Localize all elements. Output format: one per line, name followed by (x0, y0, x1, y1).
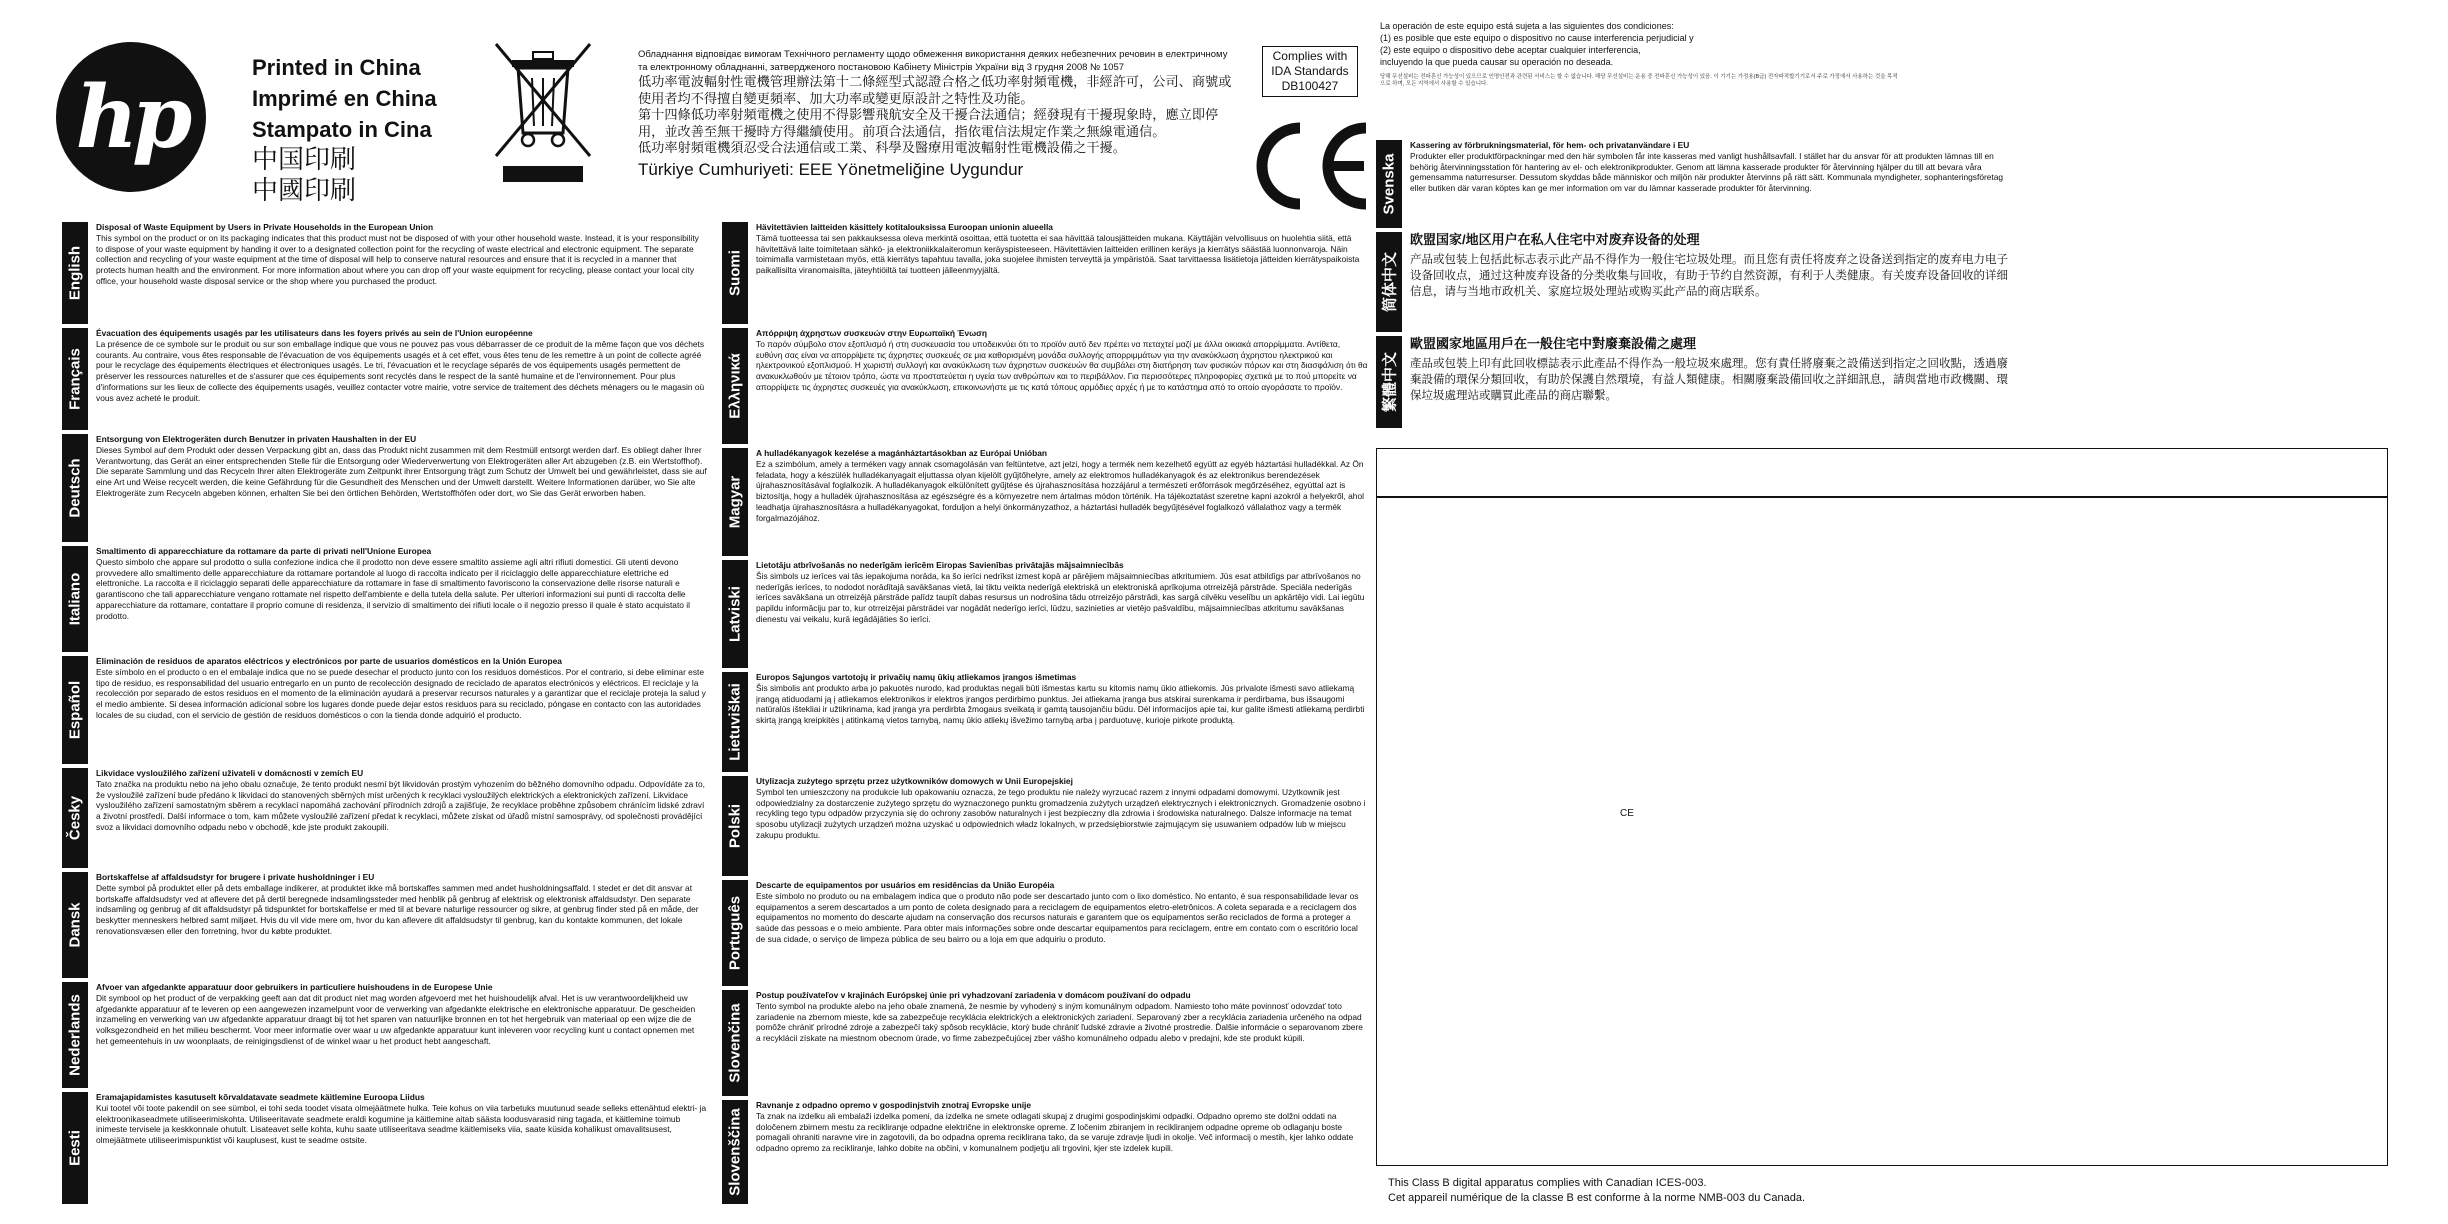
ida-line-2: IDA Standards (1271, 64, 1349, 78)
printed-in-block (252, 52, 437, 207)
language-band-latviski (722, 560, 748, 668)
mexico-statement-line: incluyendo la que pueda causar su operación no deseada. (1380, 57, 1614, 67)
language-band-magyar (722, 448, 748, 556)
weee-section (96, 768, 708, 868)
weee-section (96, 222, 708, 324)
section-title: Entsorgung von Elektrogeräten durch Benutzer in privaten Haushalten in der EU (96, 434, 417, 444)
language-label: Latviski (726, 586, 744, 642)
language-label: Slovenščina (726, 1108, 744, 1196)
language-band-suomi (722, 222, 748, 324)
section-title: Smaltimento di apparecchiature da rottamare da parte di privati nell'Unione Europea (96, 546, 432, 556)
language-label: Português (726, 895, 744, 971)
taiwan-ncc-statement-3: 低功率射頻電機須忍受合法通信或工業、科學及醫療用電波輻射性電機設備之干擾。 (638, 140, 1126, 155)
section-title: Postup používateľov v krajinách Európskej únie pri vyhadzovaní zariadenia v domácom používaní do odpadu (756, 990, 1191, 1000)
weee-section (756, 448, 1368, 556)
hp-logo-text: hp (75, 66, 187, 168)
canada-ices-statement (1388, 1176, 1805, 1206)
language-band-eesti (62, 1092, 88, 1204)
weee-section (96, 546, 708, 652)
language-label: Polski (726, 803, 744, 849)
language-label: 简体中文 (1381, 251, 1399, 313)
section-title: Likvidace vysloužilého zařízení uživateli v domácnosti v zemích EU (96, 768, 364, 778)
section-title: Hävitettävien laitteiden käsittely kotitalouksissa Euroopan unionin alueella (756, 222, 1053, 232)
language-band-italiano (62, 546, 88, 652)
section-body: Tämä tuotteessa tai sen pakkauksessa oleva merkintä osoittaa, että tuotetta ei saa hävittää talousjätteiden mukana. Käyttäjän velvollisuus on huolehtia siitä, että hävitettävä laite toimitetaan sähkö- ja elektroniikkalaiteromun keräyspisteeseen. Hävitettävien laitteiden erillinen keräys ja kierrätys säästää luonnonvaroja. Näin toimimalla varmistetaan myös, että kierrätys tapahtuu tavalla, joka suojelee ihmisten terveyttä ja ympäristöä. Saat tarvittaessa lisätietoja jätteiden kierrätyspaikoista paikallisilta viranomaisilta, jäteyhtiöiltä tai tuotteen jälleenmyyjältä. (756, 232, 1360, 276)
language-label: Nederlands (66, 994, 84, 1076)
language-band-español (62, 656, 88, 764)
printed-in-line: 中国印刷 (252, 145, 357, 175)
section-title: Descarte de equipamentos por usuários em residências da União Européia (756, 880, 1055, 890)
weee-section (96, 872, 708, 978)
language-label: Ελληνικά (726, 353, 744, 419)
section-body: Questo simbolo che appare sul prodotto o sulla confezione indica che il prodotto non deve essere smaltito assieme agli altri rifiuti domestici. Gli utenti devono provvedere allo smaltimento delle apparecchiature da rottamare portandole al luogo di raccolta indicato per il riciclaggio delle apparecchiature elettriche ed elettroniche. La raccolta e il riciclaggio separati delle apparecchiature da rottamare in fase di smaltimento favoriscono la conservazione delle risorse naturali e garantiscono che tali apparecchiature vengano rottamate nel rispetto dell'ambiente e della tutela della salute. Per ulteriori informazioni sui punti di raccolta delle apparecchiature da rottamare, contattare il proprio comune di residenza, il servizio di smaltimento dei rifiuti locale o il negozio presso il quale è stato acquistato il prodotto. (96, 556, 690, 621)
mexico-statement-line: (2) este equipo o dispositivo debe aceptar cualquier interferencia, (1380, 45, 1641, 55)
section-title: Eliminación de residuos de aparatos eléctricos y electrónicos por parte de usuarios domésticos en la Unión Europea (96, 656, 562, 666)
section-body: Produkter eller produktförpackningar med den här symbolen får inte kasseras med vanligt hushållsavfall. I stället har du ansvar för att produkten lämnas till en behörig återvinningsstation för hantering av el- och elektronikprodukter. Genom att lämna kasserade produkter för återvinning hjälper du till att bevara våra gemensamma naturresurser. Dessutom skyddas både människor och miljön när produkter återvinns på rätt sätt. Kommunala myndigheter, sophanteringsföretag eller butiken där varan köptes kan ge mer information om var du lämnar kasserade produkter för återvinning. (1410, 150, 2004, 194)
language-label: Eesti (66, 1130, 84, 1166)
section-body: 产品或包装上包括此标志表示此产品不得作为一般住宅垃圾处理。而且您有责任将废弃之设备送到指定的废弃电力电子设备回收点，通过这种废弃设备的分类收集与回收，有助于节约自然资源，有利于人类健康。有关废弃设备回收的详细信息，请与当地市政机关、家庭垃圾处理站或购买此产品的商店联系。 (1410, 254, 2008, 298)
section-title: A hulladékanyagok kezelése a magánháztartásokban az Európai Unióban (756, 448, 1048, 458)
language-label: Deutsch (66, 458, 84, 518)
section-title: 欧盟国家/地区用户在私人住宅中对废弃设备的处理 (1410, 232, 1700, 247)
weee-section (96, 1092, 708, 1204)
section-title: Évacuation des équipements usagés par les utilisateurs dans les foyers privés au sein de l'Union européenne (96, 328, 533, 338)
ida-line-1: Complies with (1272, 49, 1348, 63)
weee-section (1410, 140, 2010, 228)
mexico-statement (1380, 20, 1900, 68)
language-label: Español (66, 680, 84, 740)
language-band-dansk (62, 872, 88, 978)
hp-logo (56, 42, 206, 192)
language-label: Česky (66, 795, 84, 841)
printed-in-line: 中國印刷 (252, 176, 357, 206)
language-label: Slovenčina (726, 1003, 744, 1083)
weee-section (756, 560, 1368, 668)
language-label: Français (66, 348, 84, 410)
ce-small-mark: CE (1620, 808, 1634, 819)
weee-section (756, 1100, 1368, 1204)
section-title: Ravnanje z odpadno opremo v gospodinjstvih znotraj Evropske unije (756, 1100, 1032, 1110)
mexico-statement-line: La operación de este equipo está sujeta a las siguientes dos condiciones: (1380, 21, 1674, 31)
section-title: Kassering av förbrukningsmaterial, för hem- och privatanvändare i EU (1410, 140, 1690, 150)
section-body: Το παρόν σύμβολο στον εξοπλισμό ή στη συσκευασία του υποδεικνύει ότι το προϊόν αυτό δεν πρέπει να πεταχτεί μαζί με άλλα οικιακά απορρίμματα. Αντίθετα, ευθύνη σας είναι να απορρίψετε τις άχρηστες συσκευές σε μια καθορισμένη μονάδα συλλογής απορριμμάτων για την ανακύκλωση άχρηστου ηλεκτρικού και ηλεκτρονικού εξοπλισμού. Η χωριστή συλλογή και ανακύκλωση των άχρηστων συσκευών θα συμβάλει στη διατήρηση των φυσικών πόρων και στη διασφάλιση ότι θα ανακυκλωθούν με τέτοιον τρόπο, ώστε να προστατεύεται η υγεία των ανθρώπων και το περιβάλλον. Για περισσότερες πληροφορίες σχετικά με το πού μπορείτε να απορρίψετε τις άχρηστες συσκευές για ανακύκλωση, επικοινωνήστε με τις κατά τόπους αρμόδιες αρχές ή με το κατάστημα από το οποίο αγοράσατε το προϊόν. (756, 338, 1368, 392)
weee-section (756, 880, 1368, 986)
language-band-deutsch (62, 434, 88, 542)
language-band-nederlands (62, 982, 88, 1088)
language-band-svenska (1376, 140, 1402, 228)
language-label: Italiano (66, 572, 84, 626)
section-body: Dieses Symbol auf dem Produkt oder dessen Verpackung gibt an, dass das Produkt nicht zusammen mit dem Restmüll entsorgt werden darf. Es obliegt daher Ihrer Verantwortung, das Gerät an einer entsprechenden Stelle für die Entsorgung oder Wiederverwertung von Elektrogeräten aller Art abzugeben (z.B. ein Wertstoffhof). Die separate Sammlung und das Recyceln Ihrer alten Elektrogeräte zum Zeitpunkt ihrer Entsorgung trägt zum Schutz der Umwelt bei und gewährleistet, dass sie auf eine Art und Weise recycelt werden, die keine Gefährdung für die Gesundheit des Menschen und der Umwelt darstellt. Weitere Informationen darüber, wo Sie alte Elektrogeräte zum Recyceln abgeben können, erhalten Sie bei den örtlichen Behörden, Wertstoffhöfen oder dort, wo Sie das Gerät erworben haben. (96, 444, 707, 498)
ukraine-rohs-statement: Обладнання відповідає вимогам Технічного регламенту щодо обмеження використання деяких небезпечних речовин в електричному та електронному обладнанні, затвердженого постановою Кабінету Міністрів України від 3 грудня 2008 № 1057 (638, 49, 1228, 73)
ida-line-3: DB100427 (1281, 79, 1339, 93)
printed-in-line: Stampato in Cina (252, 117, 432, 142)
section-body: Šis simbols uz ierīces vai tās iepakojuma norāda, ka šo ierīci nedrīkst izmest kopā ar pārējiem mājsaimniecības atkritumiem. Jūs esat atbildīgs par atbrīvošanos no nederīgās ierīces, to nododot norādītajā savākšanas vietā, lai tiktu veikta nederīgā elektriskā un elektroniskā aprīkojuma otrreizējā pārstrāde. Speciāla nederīgās ierīces savākšana un otrreizējā pārstrāde palīdz taupīt dabas resursus un nodrošina tādu otrreizējo pārstrādi, kas sargā cilvēku veselību un apkārtējo vidi. Lai iegūtu papildu informāciju par to, kur otrreizējai pārstrādei var nogādāt nederīgo ierīci, lūdzu, sazinieties ar vietējo pašvaldību, mājsaimniecības atkritumu savākšanas dienestu vai veikalu, kurā iegādājāties šo ierīci. (756, 570, 1365, 624)
canada-ices-en: This Class B digital apparatus complies with Canadian ICES-003. (1388, 1177, 1707, 1189)
section-title: Europos Sąjungos vartotojų ir privačių namų ūkių atliekamos įrangos išmetimas (756, 672, 1077, 682)
weee-section (96, 434, 708, 542)
blank-box-top (1376, 448, 2388, 498)
section-body: Šis simbolis ant produkto arba jo pakuotės nurodo, kad produktas negali būti išmestas kartu su kitomis namų ūkio atliekomis. Jūs privalote išmesti savo atliekamą įrangą atiduodami ją į atliekamos elektronikos ir elektros įrangos perdirbimo punktus. Jei atliekama įranga bus atskirai surenkama ir perdirbama, bus išsaugomi natūralūs ištekliai ir užtikrinama, kad įranga yra perdirbta žmogaus sveikatą ir gamtą tausojančiu būdu. Dėl informacijos apie tai, kur galite išmesti atliekamą perdirbti skirtą įrangą kreipkitės į atitinkamą vietos tarnybą, namų ūkio atliekų išvežimo tarnybą arba į parduotuvę, kurioje pirkote produktą. (756, 682, 1365, 726)
language-band-lietuviškai (722, 672, 748, 772)
weee-section (756, 776, 1368, 876)
printed-in-line: Printed in China (252, 55, 421, 80)
weee-section (756, 222, 1368, 324)
language-label: Magyar (726, 475, 744, 529)
language-label: Lietuviškai (726, 683, 744, 761)
section-body: Symbol ten umieszczony na produkcie lub opakowaniu oznacza, że tego produktu nie należy wyrzucać razem z innymi odpadami domowymi. Użytkownik jest odpowiedzialny za dostarczenie zużytego sprzętu do wyznaczonego punktu gromadzenia zużytych urządzeń elektrycznych i elektronicznych. Gromadzenie osobno i recykling tego typu odpadów przyczynia się do ochrony zasobów naturalnych i jest bezpieczny dla zdrowia i środowiska naturalnego. Dalsze informacje na temat sposobu utylizacji zużytych urządzeń można uzyskać u odpowiednich władz lokalnych, w przedsiębiorstwie zajmującym się usuwaniem odpadów lub w miejscu zakupu produktu. (756, 786, 1366, 840)
language-band-english (62, 222, 88, 324)
section-body: La présence de ce symbole sur le produit ou sur son emballage indique que vous ne pouvez pas vous débarrasser de ce produit de la même façon que vos déchets courants. Au contraire, vous êtes responsable de l'évacuation de vos équipements usagés et à cet effet, vous êtes tenu de les remettre à un point de collecte agréé pour le recyclage des équipements électriques et électroniques usagés. Le tri, l'évacuation et le recyclage séparés de vos équipements usagés permettent de préserver les ressources naturelles et de s'assurer que ces équipements sont recyclés dans le respect de la santé humaine et de l'environnement. Pour plus d'informations sur les lieux de collecte des équipements usagés, veuillez contacter votre mairie, votre service de traitement des déchets ménagers ou le magasin où vous avez acheté le produit. (96, 338, 705, 403)
section-title: Utylizacja zużytego sprzętu przez użytkowników domowych w Unii Europejskiej (756, 776, 1073, 786)
mexico-statement-block (1380, 20, 1900, 88)
blank-box-main (1376, 496, 2388, 1166)
section-body: Tato značka na produktu nebo na jeho obalu označuje, že tento produkt nesmí být likvidován prostým vyhozením do běžného domovního odpadu. Odpovídáte za to, že vysloužilé zařízení bude předáno k likvidaci do stanovených sběrných míst určených k recyklaci vysloužilých elektrických a elektronických zařízení. Likvidace vysloužilého zařízení samostatným sběrem a recyklací napomáhá zachování přírodních zdrojů a zajišťuje, že recyklace proběhne způsobem chránícím lidské zdraví a životní prostředí. Další informace o tom, kam můžete vysloužilé zařízení předat k recyklaci, můžete získat od úřadů místní samosprávy, od společnosti provádějící svoz a likvidaci domovního odpadu nebo v obchodě, kde jste produkt zakoupili. (96, 778, 705, 832)
section-body: Kui tootel või toote pakendil on see sümbol, ei tohi seda toodet visata olmejäätmete hulka. Teie kohus on viia tarbetuks muutunud seade selleks ettenähtud elektri- ja elektroonikaseadmete utiliseerimiskohta. Utiliseeritavate seadmete eraldi kogumine ja käitlemine aitab säästa loodusvarasid ning tagada, et käitlemine toimub inimeste tervisele ja keskkonnale ohutult. Lisateavet selle kohta, kuhu saate utiliseeritava seadme käitlemiseks viia, saate küsida kohalikust omavalitsusest, olmejäätmete utiliseerimispunktist või kauplusest, kust te seadme ostsite. (96, 1102, 707, 1146)
language-label: 繁體中文 (1381, 351, 1399, 413)
language-band-português (722, 880, 748, 986)
taiwan-ncc-statement-2: 第十四條低功率射頻電機之使用不得影響飛航安全及干擾合法通信；經發現有干擾現象時，應立即停用，並改善至無干擾時方得繼續使用。前項合法通信，指依電信法規定作業之無線電通信。 (638, 107, 1219, 139)
weee-section (756, 328, 1368, 444)
weee-crossed-bin-icon (488, 38, 598, 188)
language-label: English (66, 245, 84, 301)
taiwan-ncc-statement-1: 低功率電波輻射性電機管理辦法第十二條經型式認證合格之低功率射頻電機，非經許可，公司、商號或使用者均不得擅自變更頻率、加大功率或變更原設計之特性及功能。 (638, 74, 1232, 106)
language-label: Suomi (726, 250, 744, 296)
ida-compliance-box (1262, 46, 1358, 97)
section-body: Dette symbol på produktet eller på dets emballage indikerer, at produktet ikke må bortskaffes sammen med andet husholdningsaffald. I stedet er det dit ansvar at bortskaffe affaldsudstyr ved at aflevere det på dertil beregnede indsamlingssteder med henblik på genbrug af elektrisk og elektronisk affaldsudstyr. Den separate indsamling og genbrug af dit affaldsudstyr på tidspunktet for bortskaffelse er med til at bevare naturlige ressourcer og sikre, at genbrug finder sted på en måde, der beskytter menneskers helbred samt miljøet. Hvis du vil vide mere om, hvor du kan aflevere dit affaldsudstyr til genbrug, kan du kontakte kommunen, det lokale renovationsvæsen eller den forretning, hvor du købte produktet. (96, 882, 699, 936)
section-title: Lietotāju atbrīvošanās no nederīgām ierīcēm Eiropas Savienības privātajās mājsaimniecībās (756, 560, 1124, 570)
section-body: 產品或包裝上印有此回收標誌表示此產品不得作為一般垃圾來處理。您有責任將廢棄之設備送到指定之回收點，透過廢棄設備的環保分類回收，有助於保護自然環境，有益人類健康。相關廢棄設備回收之詳細訊息，請與當地市政機關、環保垃圾處理站或購買此產品的商店聯繫。 (1410, 358, 2008, 402)
section-title: Eramajapidamistes kasutuselt kõrvaldatavate seadmete käitlemine Euroopa Liidus (96, 1092, 425, 1102)
section-title: 歐盟國家地區用戶在一般住宅中對廢棄設備之處理 (1410, 336, 1697, 351)
section-body: Este símbolo no produto ou na embalagem indica que o produto não pode ser descartado junto com o lixo doméstico. No entanto, é sua responsabilidade levar os equipamentos a serem descartados a um ponto de coleta designado para a reciclagem de equipamentos eletro-eletrônicos. A coleta separada e a reciclagem dos equipamentos no momento do descarte ajudam na conservação dos recursos naturais e garantem que os equipamentos serão reciclados de forma a proteger a saúde das pessoas e o meio ambiente. Para obter mais informações sobre onde descartar equipamentos para reciclagem, entre em contato com o escritório local de sua cidade, o serviço de limpeza pública de seu bairro ou a loja em que adquiriu o produto. (756, 890, 1359, 944)
regulatory-statements (638, 48, 1238, 181)
section-body: Ez a szimbólum, amely a terméken vagy annak csomagolásán van feltüntetve, azt jelzi, hogy a termék nem kezelhető együtt az egyéb háztartási hulladékkal. Az Ön feladata, hogy a készülék hulladékanyagait eljuttassa olyan kijelölt gyűjtőhelyre, amely az elektromos hulladékanyagok és az elektronikus berendezések újrahasznosításával foglalkozik. A hulladékanyagok elkülönített gyűjtése és újrahasznosítása hozzájárul a természeti erőforrások megőrzéséhez, egyúttal azt is biztosítja, hogy a hulladék újrahasznosítása az egészségre és a környezetre nem ártalmas módon történik. Ha tájékoztatást szeretne kapni azokról a helyekről, ahol leadhatja újrahasznosításra a hulladékanyagokat, forduljon a helyi önkormányzathoz, a háztartási hulladék begyűjtésével foglalkozó vállalathoz vagy a termék forgalmazójához. (756, 458, 1364, 523)
section-body: Ta znak na izdelku ali embalaži izdelka pomeni, da izdelka ne smete odlagati skupaj z drugimi gospodinjskimi odpadki. Odpadno opremo ste dolžni oddati na določenem zbirnem mestu za recikliranje odpadne električne in elektronske opreme. Z ločenim zbiranjem in recikliranjem odpadne opreme ob odlaganju boste pomagali ohraniti naravne vire in zagotovili, da bo odpadna oprema reciklirana tako, da se varuje zdravje ljudi in okolje. Več informacij o mestih, kjer lahko oddate odpadno opremo za recikliranje, lahko dobite na občini, v komunalnem podjetju ali trgovini, kjer ste izdelek kupili. (756, 1110, 1354, 1154)
mexico-statement-line: (1) es posible que este equipo o dispositivo no cause interferencia perjudicial y (1380, 33, 1694, 43)
canada-ices-fr: Cet appareil numérique de la classe B est conforme à la norme NMB-003 du Canada. (1388, 1192, 1806, 1204)
language-band-česky (62, 768, 88, 868)
weee-section (756, 672, 1368, 772)
section-body: This symbol on the product or on its packaging indicates that this product must not be disposed of with your other household waste. Instead, it is your responsibility to dispose of your waste equipment by handing it over to a designated collection point for the recycling of waste electrical and electronic equipment. The separate collection and recycling of your waste equipment at the time of disposal will help to conserve natural resources and ensure that it is recycled in a manner that protects human health and the environment. For more information about where you can drop off your waste equipment for recycling, please contact your local city office, your household waste disposal service or the shop where you purchased the product. (96, 232, 699, 286)
weee-section (1410, 336, 2010, 428)
weee-section (96, 982, 708, 1088)
language-label: Svenska (1380, 153, 1398, 215)
turkey-eee-statement: Türkiye Cumhuriyeti: EEE Yönetmeliğine Uygundur (638, 159, 1024, 179)
language-band-slovenščina (722, 1100, 748, 1204)
section-body: Dit symbool op het product of de verpakking geeft aan dat dit product niet mag worden afgevoerd met het huishoudelijk afval. Het is uw verantwoordelijkheid uw afgedankte apparatuur af te leveren op een aangewezen inzamelpunt voor de verwerking van afgedankte elektrische en elektronische apparatuur. De gescheiden inzameling en verwerking van uw afgedankte apparatuur draagt bij tot het sparen van natuurlijke bronnen en tot het hergebruik van materiaal op een wijze die de volksgezondheid en het milieu beschermt. Voor meer informatie over waar u uw afgedankte apparatuur kunt inleveren voor recycling kunt u contact opnemen met het gemeentehuis in uw woonplaats, de reinigingsdienst of de winkel waar u het product hebt aangeschaft. (96, 992, 696, 1046)
language-band-ελληνικά (722, 328, 748, 444)
weee-section (1410, 232, 2010, 332)
section-title: Απόρριψη άχρηστων συσκευών στην Ευρωπαϊκή Ένωση (756, 328, 988, 338)
language-band-français (62, 328, 88, 430)
language-label: Dansk (66, 902, 84, 948)
printed-in-line: Imprimé en China (252, 86, 437, 111)
korea-statement: 당해 무선설비는 전파혼신 가능성이 있으므로 인명안전과 관련된 서비스는 할 수 없습니다. 해당 무선설비는 운용 중 전파혼신 가능성이 있음. 이 기기는 가정용(B급) 전자파적합기기로서 주로 가정에서 사용하는 것을 목적으로 하며, 모든 지역에서 사용할 수 있습니다. (1380, 74, 1898, 87)
section-title: Disposal of Waste Equipment by Users in Private Households in the European Union (96, 222, 434, 232)
language-band-slovenčina (722, 990, 748, 1096)
language-band-简体中文 (1376, 232, 1402, 332)
weee-section (96, 656, 708, 764)
weee-section (96, 328, 708, 430)
weee-section (756, 990, 1368, 1096)
language-band-繁體中文 (1376, 336, 1402, 428)
ce-mark-icon (1242, 116, 1374, 216)
section-body: Este símbolo en el producto o en el embalaje indica que no se puede desechar el producto junto con los residuos domésticos. Por el contrario, si debe eliminar este tipo de residuo, es responsabilidad del usuario entregarlo en un punto de recolección designado de reciclado de aparatos electrónicos y eléctricos. El reciclaje y la recolección por separado de estos residuos en el momento de la eliminación ayudará a preservar recursos naturales y a garantizar que el reciclaje proteja la salud y el medio ambiente. Si desea información adicional sobre los lugares donde puede dejar estos residuos para su reciclado, póngase en contacto con las autoridades locales de su ciudad, con el servicio de gestión de residuos domésticos o con la tienda donde adquirió el producto. (96, 666, 706, 720)
language-band-polski (722, 776, 748, 876)
section-body: Tento symbol na produkte alebo na jeho obale znamená, že nesmie by vyhodený s iným komunálnym odpadom. Namiesto toho máte povinnosť odovzdať toto zariadenie na zbernom mieste, kde sa zabezpečuje recyklácia elektrických a elektronických zariadení. Separovaný zber a recyklácia zariadenia určeného na odpad pomôže chrániť prírodné zdroje a zabezpečí taký spôsob recyklácie, ktorý bude chrániť ľudské zdravie a životné prostredie. Ďalšie informácie o separovanom zbere a recyklácii získate na miestnom obecnom úrade, vo firme zabezpečujúcej zber vášho komunálneho odpadu alebo v predajni, kde ste produkt kúpili. (756, 1000, 1363, 1044)
section-title: Afvoer van afgedankte apparatuur door gebruikers in particuliere huishoudens in de Europese Unie (96, 982, 493, 992)
section-title: Bortskaffelse af affaldsudstyr for brugere i private husholdninger i EU (96, 872, 375, 882)
